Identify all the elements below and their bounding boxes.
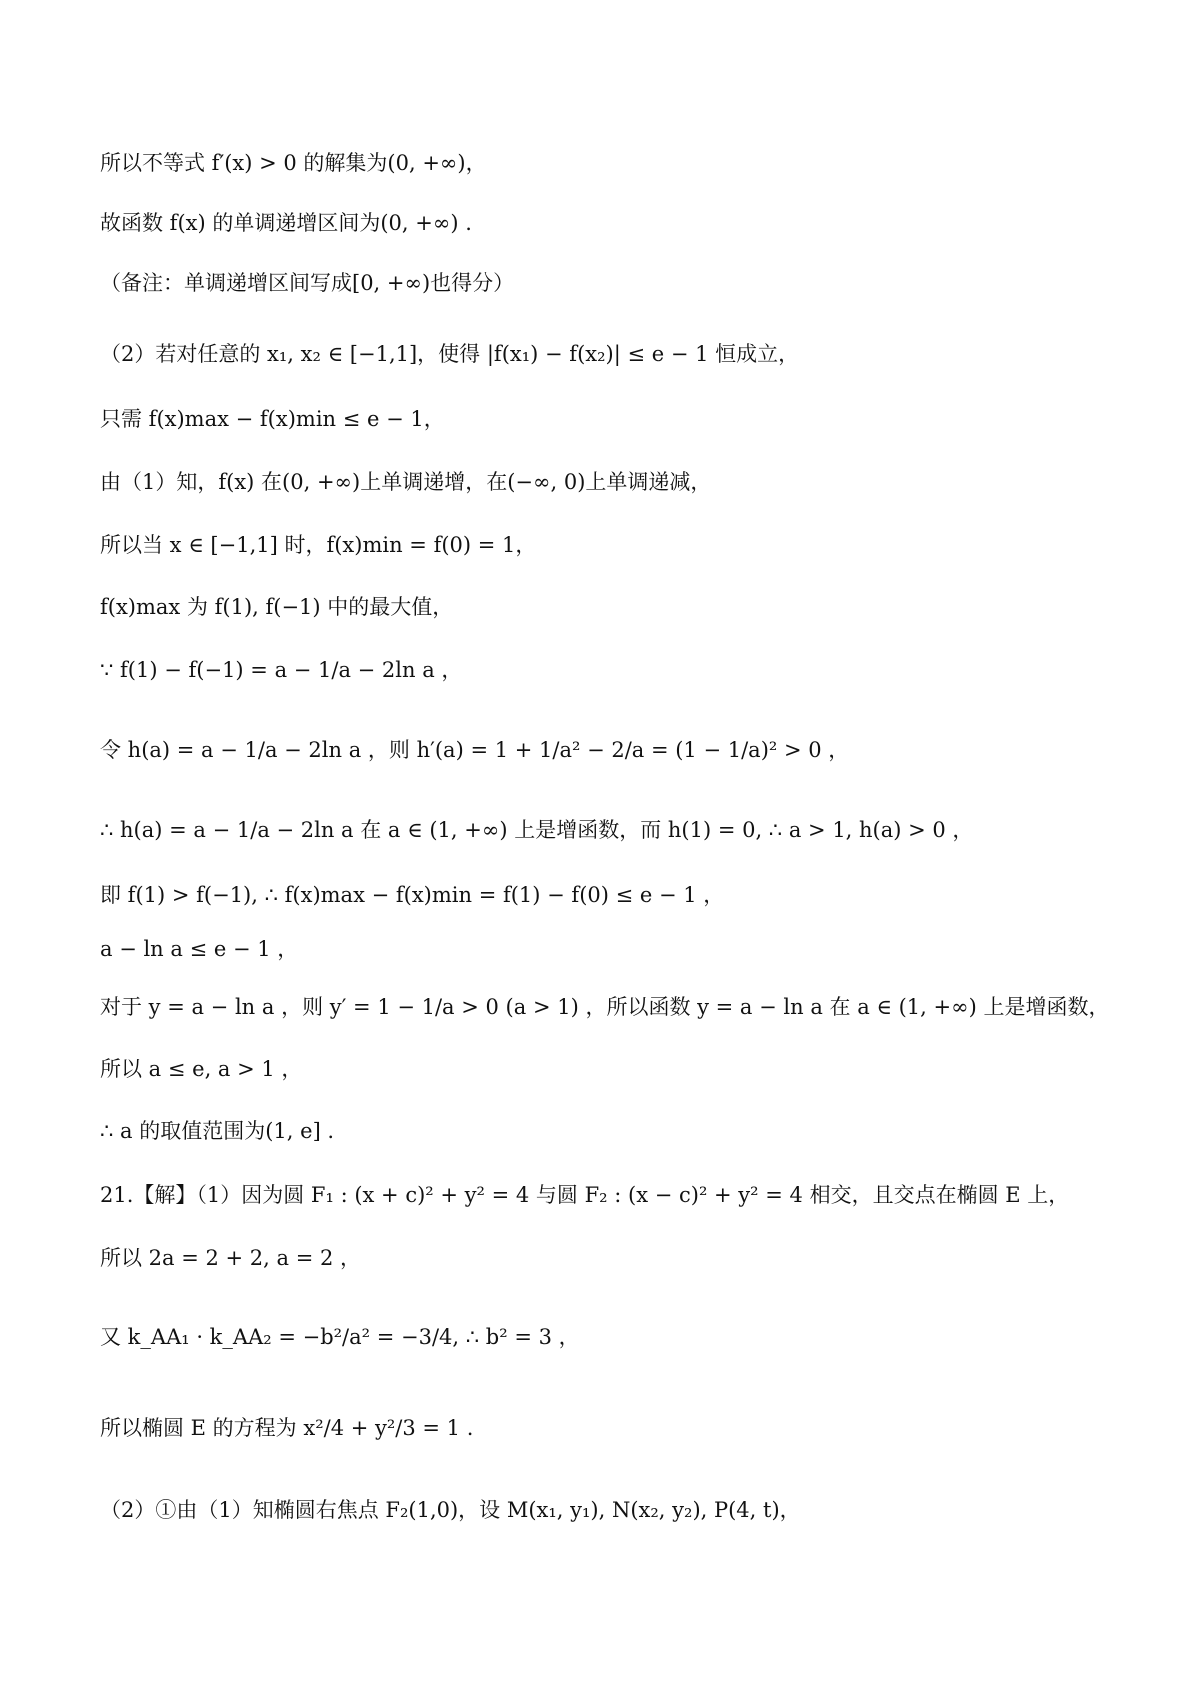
text-line-requirement: 只需 f(x)max − f(x)min ≤ e − 1， [100,407,445,431]
text-line-y-increasing: 对于 y = a − ln a ，则 y′ = 1 − 1/a > 0 (a > 1) ，所以函数 y = a − ln a 在 a ∈ (1, +∞) 上是增函数， [100,995,1110,1019]
text-line-part2-condition: （2）若对任意的 x₁, x₂ ∈ [−1,1]，使得 |f(x₁) − f(x₂)| ≤ e − 1 恒成立， [100,342,800,366]
text-line-monotonic: 由（1）知，f(x) 在(0, +∞)上单调递增，在(−∞, 0)上单调递减， [100,470,712,494]
text-line-2: 故函数 f(x) 的单调递增区间为(0, +∞) . [100,211,472,235]
text-line-part2-setup: （2）①由（1）知椭圆右焦点 F₂(1,0)，设 M(x₁, y₁), N(x₂, y₂), P(4, t)， [100,1498,801,1522]
text-line-q21-start: 21.【解】（1）因为圆 F₁ : (x + c)² + y² = 4 与圆 F₂ : (x − c)² + y² = 4 相交，且交点在椭圆 E 上， [100,1183,1070,1207]
text-line-max-value: f(x)max 为 f(1), f(−1) 中的最大值， [100,595,454,619]
text-line-a-range: ∴ a 的取值范围为(1, e] . [100,1119,335,1143]
text-line-ellipse-equation: 所以椭圆 E 的方程为 x²/4 + y²/3 = 1 . [100,1416,474,1440]
text-line-h-derivative: 令 h(a) = a − 1/a − 2ln a ，则 h′(a) = 1 + 1/a² − 2/a = (1 − 1/a)² > 0 ， [100,738,850,762]
text-line-a-ln-a: a − ln a ≤ e − 1 ， [100,937,299,961]
text-line-h-increasing: ∴ h(a) = a − 1/a − 2ln a 在 a ∈ (1, +∞) 上是增函数，而 h(1) = 0, ∴ a > 1, h(a) > 0 ， [100,818,974,842]
text-line-note: （备注：单调递增区间写成[0, +∞)也得分） [100,271,515,295]
text-line-2a: 所以 2a = 2 + 2, a = 2 ， [100,1246,362,1270]
text-line-1: 所以不等式 f′(x) > 0 的解集为(0, +∞)， [100,151,487,175]
text-line-slopes: 又 k_AA₁ · k_AA₂ = −b²/a² = −3/4, ∴ b² = 3 ， [100,1325,580,1349]
text-line-min-value: 所以当 x ∈ [−1,1] 时，f(x)min = f(0) = 1， [100,533,537,557]
text-line-difference: ∵ f(1) − f(−1) = a − 1/a − 2ln a ， [100,658,463,682]
text-line-inequality: 即 f(1) > f(−1), ∴ f(x)max − f(x)min = f(1) − f(0) ≤ e − 1 ， [100,883,725,907]
text-line-a-bound: 所以 a ≤ e, a > 1 ， [100,1057,303,1081]
